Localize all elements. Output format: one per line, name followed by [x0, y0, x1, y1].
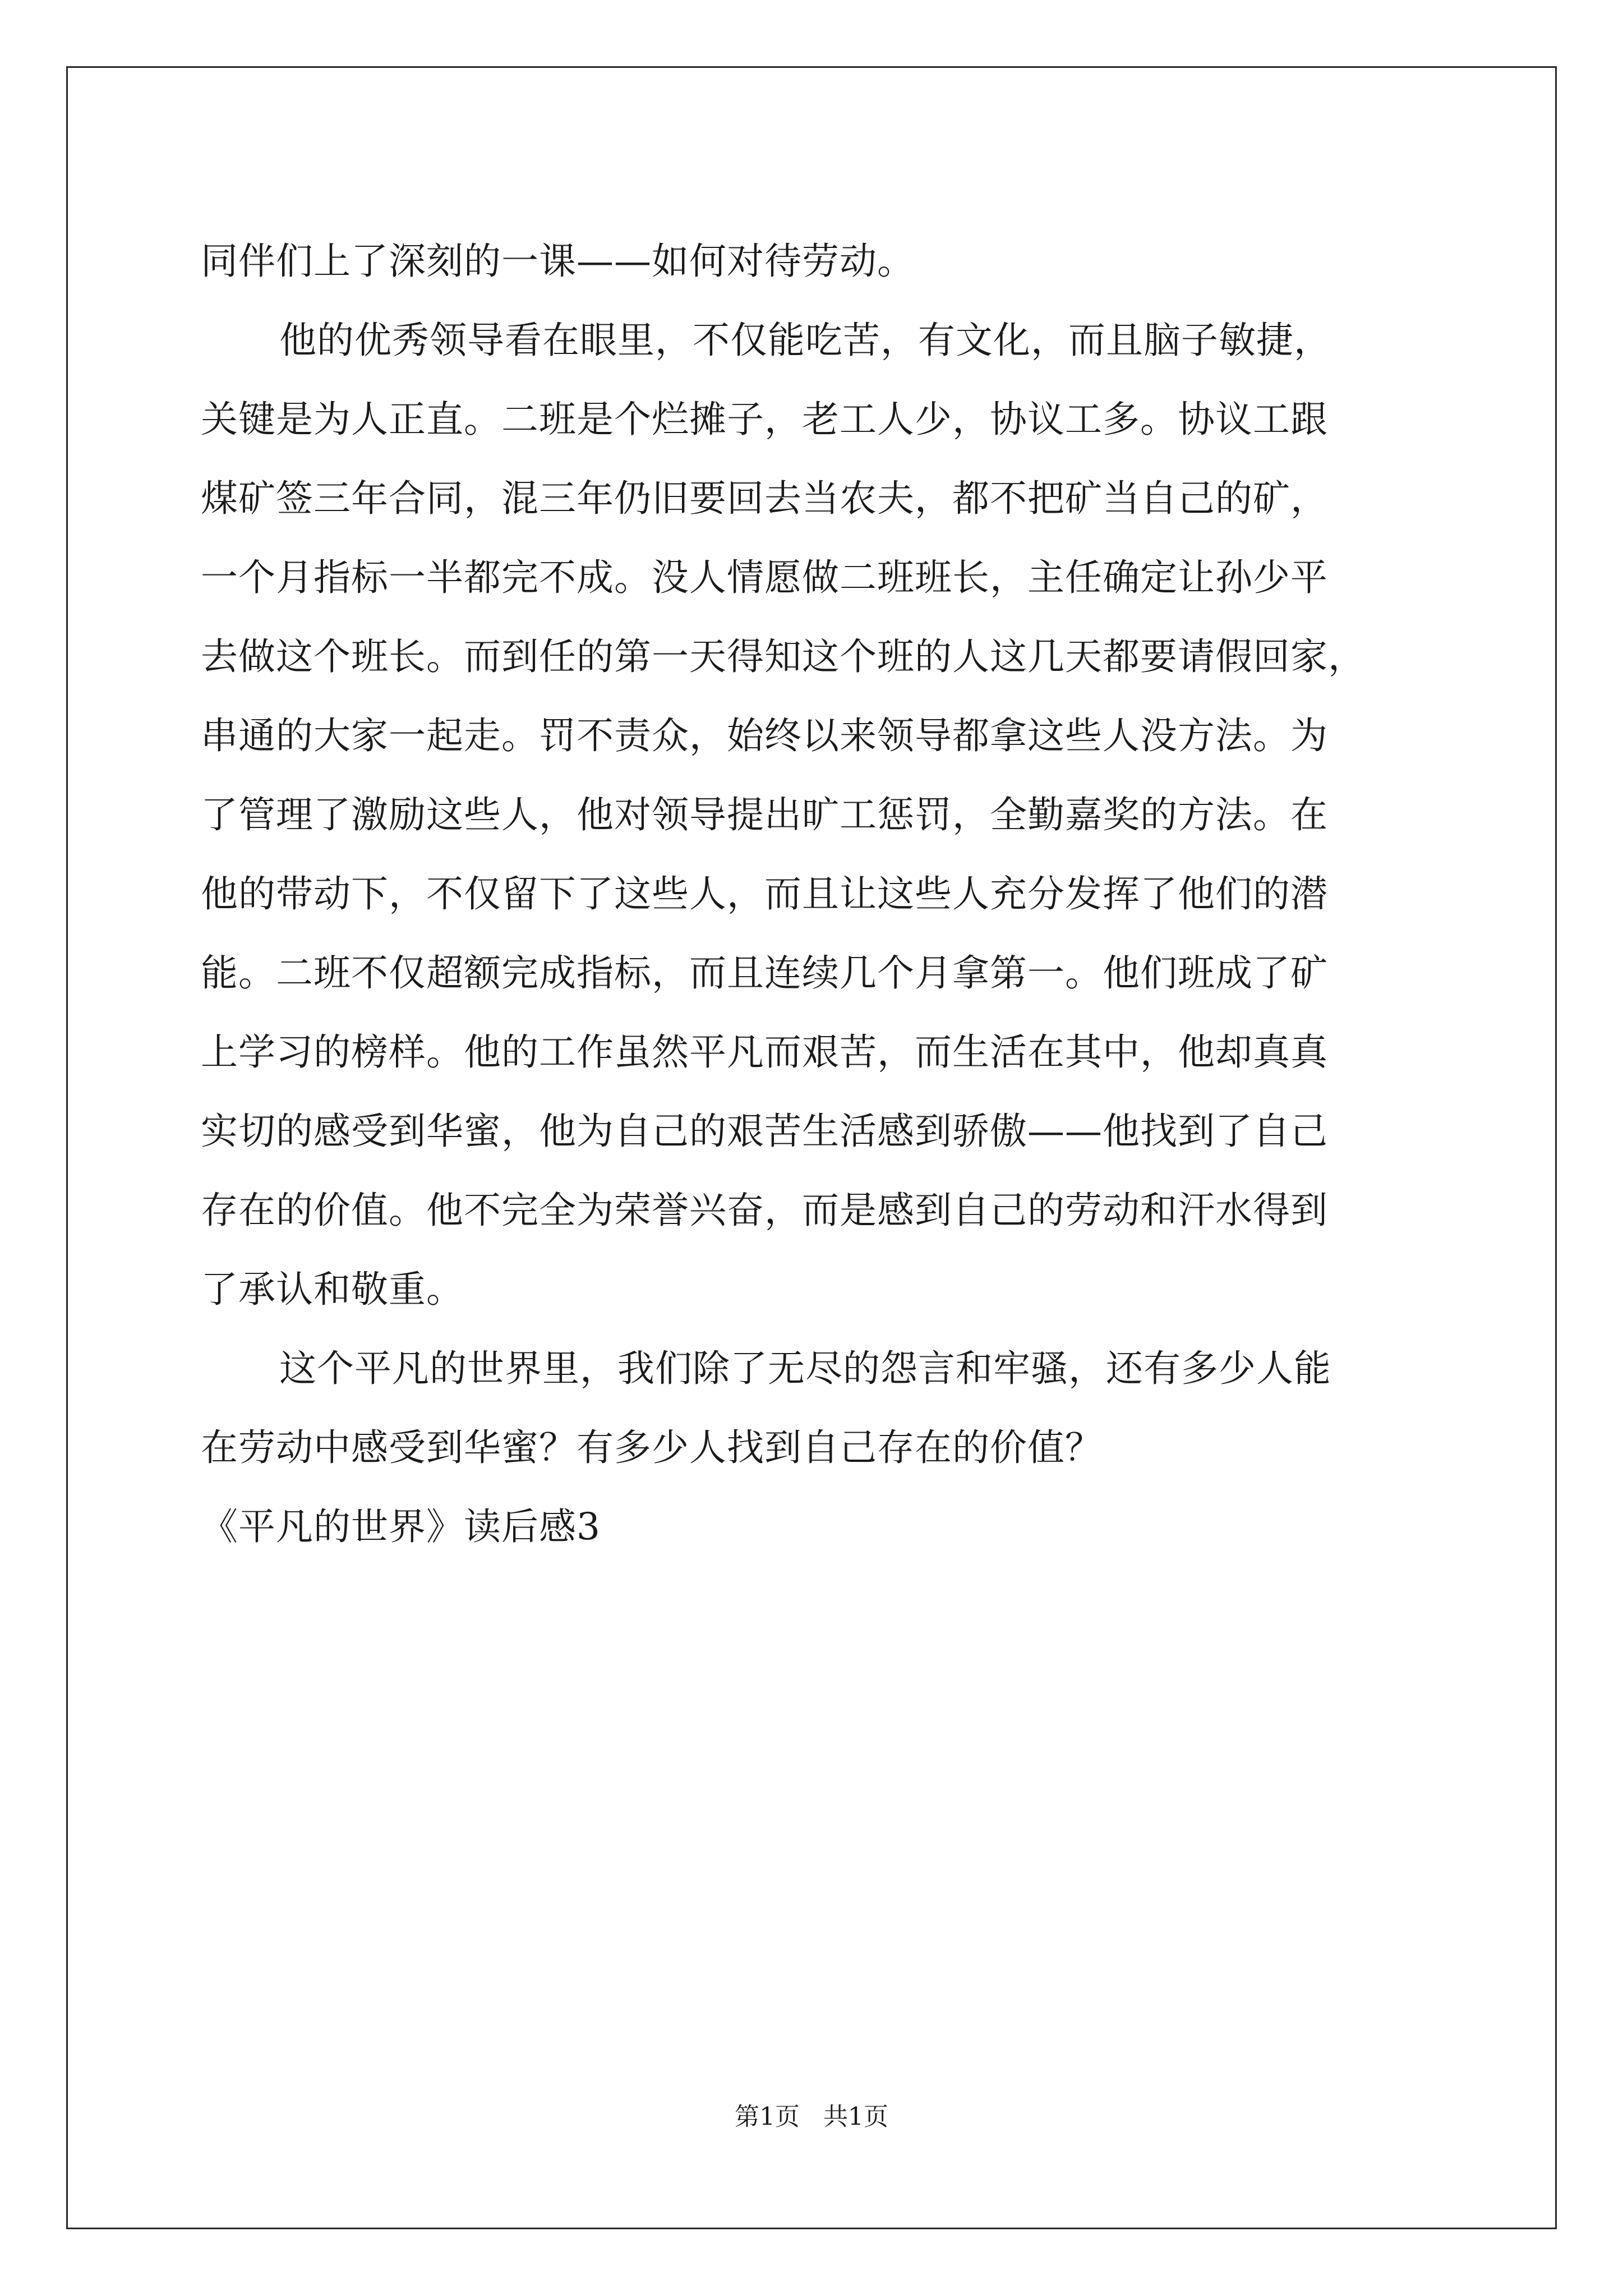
- text-line-4: 煤矿签三年合同，混三年仍旧要回去当农夫，都不把矿当自己的矿，: [201, 477, 1328, 520]
- text-line-13: 存在的价值。他不完全为荣誉兴奋，而是感到自己的劳动和汗水得到: [201, 1189, 1328, 1232]
- text-line-5: 一个月指标一半都完不成。没人情愿做二班班长，主任确定让孙少平: [201, 556, 1328, 599]
- text-line-6: 去做这个班长。而到任的第一天得知这个班的人这几天都要请假回家，: [201, 635, 1366, 678]
- text-line-8: 了管理了激励这些人，他对领导提出旷工惩罚，全勤嘉奖的方法。在: [201, 793, 1328, 836]
- text-line-14: 了承认和敬重。: [201, 1268, 464, 1311]
- text-line-16: 在劳动中感受到华蜜？有多少人找到自己存在的价值？: [201, 1426, 1103, 1469]
- text-line-2: 他的优秀领导看在眼里，不仅能吃苦，有文化，而且脑子敏捷，: [279, 319, 1331, 362]
- section-heading: 《平凡的世界》读后感3: [201, 1505, 601, 1548]
- text-line-11: 上学习的榜样。他的工作虽然平凡而艰苦，而生活在其中，他却真真: [201, 1030, 1328, 1074]
- text-line-9: 他的带动下，不仅留下了这些人，而且让这些人充分发挥了他们的潜: [201, 872, 1328, 915]
- text-line-7: 串通的大家一起走。罚不责众，始终以来领导都拿这些人没方法。为: [201, 714, 1328, 757]
- text-line-15: 这个平凡的世界里，我们除了无尽的怨言和牢骚，还有多少人能: [279, 1347, 1331, 1390]
- page-footer: [0, 2100, 1623, 2134]
- text-line-1: 同伴们上了深刻的一课——如何对待劳动。: [201, 240, 915, 283]
- document-body: [201, 222, 1429, 1566]
- page-number: 第1页 共1页: [735, 2102, 888, 2131]
- text-line-3: 关键是为人正直。二班是个烂摊子，老工人少，协议工多。协议工跟: [201, 398, 1328, 441]
- text-line-10: 能。二班不仅超额完成指标，而且连续几个月拿第一。他们班成了矿: [201, 951, 1328, 995]
- text-line-12: 实切的感受到华蜜，他为自己的艰苦生活感到骄傲——他找到了自己: [201, 1110, 1328, 1153]
